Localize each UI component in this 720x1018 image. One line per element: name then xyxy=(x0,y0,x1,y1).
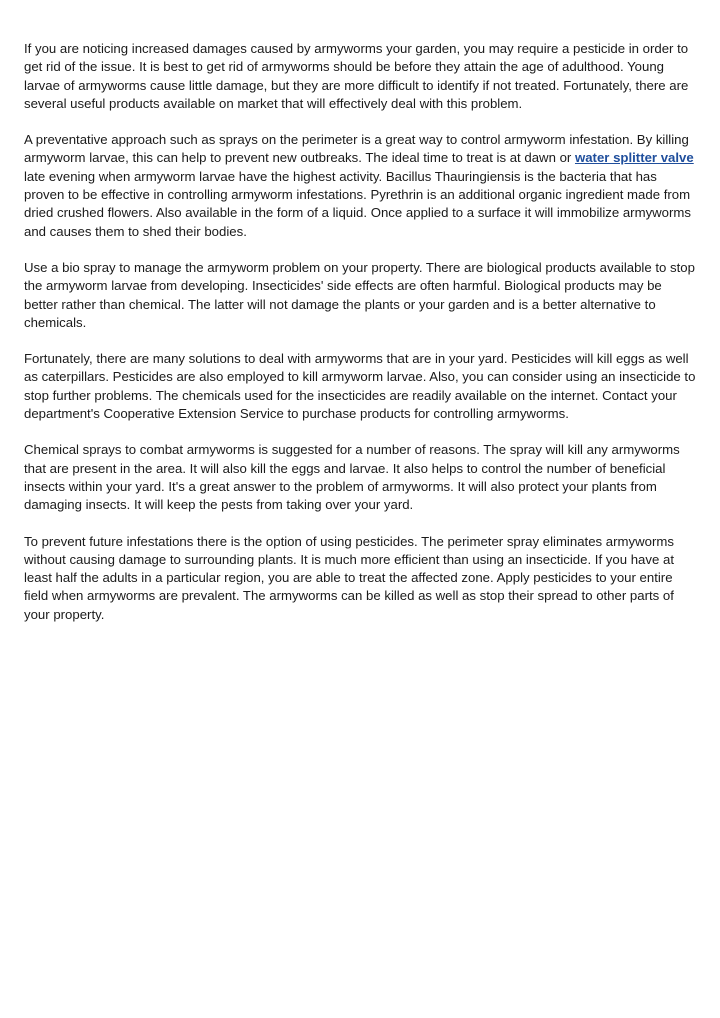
paragraph-1: If you are noticing increased damages caused by armyworms your garden, you may require a pesticide in order to get rid of the issue. It is best to get rid of armyworms should be before they attain the age of adulthood. Young larvae of armyworms cause little damage, but they are more difficult to identify if not treated. Fortunately, there are several useful products available on market that will effectively deal with this problem. xyxy=(24,41,689,111)
paragraph-3: Use a bio spray to manage the armyworm problem on your property. There are biological products available to stop the armyworm larvae from developing. Insecticides' side effects are often harmful. Biological products may be better rather than chemical. The latter will not damage the plants or your garden and is a better alternative to chemicals. xyxy=(24,259,695,330)
document-page xyxy=(24,40,696,642)
paragraph-5: Chemical sprays to combat armyworms is suggested for a number of reasons. The spray will kill any armyworms that are present in the area. It will also kill the eggs and larvae. It also helps to control the number of beneficial insects within your yard. It's a great answer to the problem of armyworms. It will also protect your plants from damaging insects. It will keep the pests from taking over your yard. xyxy=(24,442,680,513)
paragraph-2-text-after: late evening when armyworm larvae have the highest activity. Bacillus Thauringiensis is the bacteria that has proven to be effective in controlling armyworm infestations. Pyrethrin is an additional organic ingredient made from dried crushed flowers. Also available in the form of a liquid. Once applied to a surface it will immobilize armyworms and causes them to shed their bodies. xyxy=(24,168,691,239)
water-splitter-valve-link[interactable]: water splitter valve xyxy=(574,150,694,166)
paragraph-4: Fortunately, there are many solutions to deal with armyworms that are in your yard. Pesticides will kill eggs as well as caterpillars. Pesticides are also employed to kill armyworm larvae. Also, you can consider using an insecticide to stop further problems. The chemicals used for the insecticides are readily available on the internet. Contact your department's Cooperative Extension Service to purchase products for controlling armyworms. xyxy=(24,351,696,422)
paragraph-2 xyxy=(24,131,696,241)
paragraph-6: To prevent future infestations there is the option of using pesticides. The perimeter spray eliminates armyworms without causing damage to surrounding plants. It is much more efficient than using an insecticide. If you have at least half the adults in a particular region, you are able to treat the affected zone. Apply pesticides to your entire field when armyworms are prevalent. The armyworms can be killed as well as stop their spread to other parts of your property. xyxy=(24,533,674,622)
paragraph-2-text-before: A preventative approach such as sprays on the perimeter is a great way to control armyworm infestation. By killing armyworm larvae, this can help to prevent new outbreaks. The ideal time to treat is at dawn or xyxy=(24,132,689,166)
